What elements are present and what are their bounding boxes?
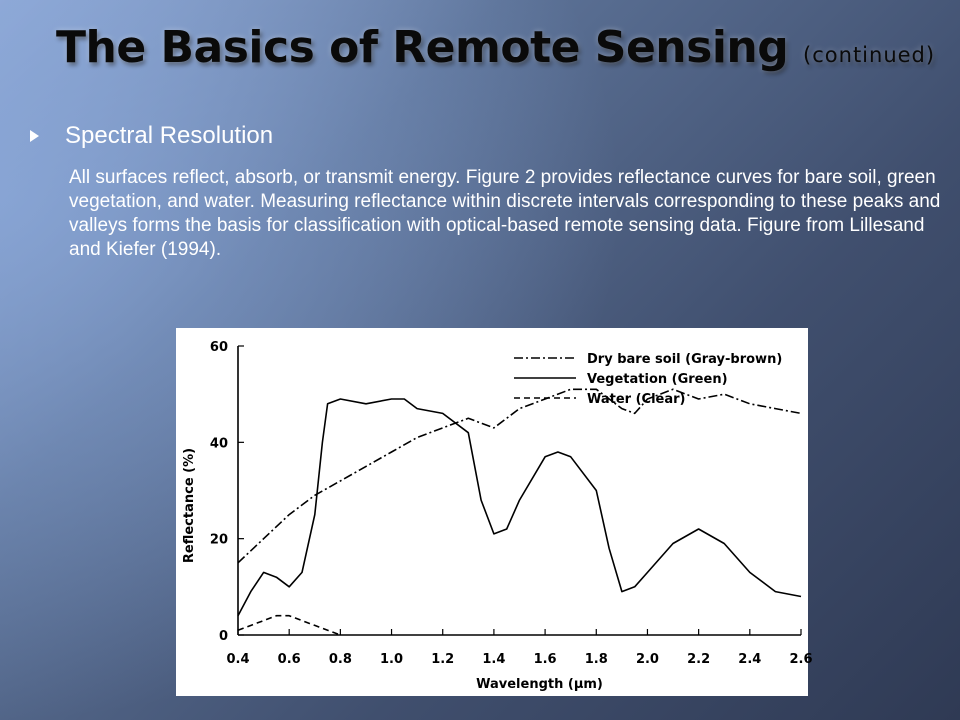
- legend-entry: Water (Clear): [587, 392, 686, 407]
- y-tick-label: 20: [209, 532, 228, 548]
- x-tick-label: 1.6: [533, 652, 557, 667]
- x-tick-label: 1.0: [380, 652, 404, 667]
- x-tick-label: 0.6: [277, 652, 301, 667]
- series-line-solid: [238, 399, 801, 616]
- x-tick-label: 0.8: [328, 652, 352, 667]
- y-tick-label: 40: [209, 436, 228, 452]
- body-paragraph: All surfaces reflect, absorb, or transmit energy. Figure 2 provides reflectance curves for bare soil, green vegetation, and water. Measuring reflectance within discrete intervals corresponding to these peaks and valleys forms the basis for classification with optical-based remote sensing data. Figure from Lillesand and Kiefer (1994).: [69, 167, 941, 260]
- reflectance-figure: [176, 328, 813, 696]
- bullet-item: [30, 122, 273, 150]
- reflectance-chart: [176, 328, 813, 696]
- x-tick-label: 2.0: [635, 652, 659, 667]
- bullet-heading: Spectral Resolution: [65, 122, 274, 149]
- y-axis-label: Reflectance (%): [182, 447, 197, 564]
- x-axis-label: Wavelength (μm): [476, 677, 603, 692]
- legend-entry: Dry bare soil (Gray-brown): [587, 352, 783, 367]
- x-tick-label: 0.4: [226, 652, 250, 667]
- slide-title-main: The Basics of Remote Sensing: [56, 22, 789, 73]
- series-line-dash-dot: [238, 389, 801, 563]
- x-tick-label: 2.2: [687, 652, 711, 667]
- bullet-arrow-icon: [30, 130, 39, 142]
- x-tick-label: 1.2: [431, 652, 455, 667]
- x-tick-label: 1.8: [584, 652, 608, 667]
- slide-title-suffix: (continued): [803, 43, 936, 67]
- y-tick-label: 0: [218, 629, 228, 644]
- x-tick-label: 1.4: [482, 652, 506, 667]
- y-tick-label: 60: [209, 340, 228, 355]
- slide-title: [56, 22, 936, 73]
- x-tick-label: 2.4: [738, 652, 762, 667]
- legend-entry: Vegetation (Green): [587, 372, 728, 387]
- x-tick-label: 2.6: [789, 652, 813, 667]
